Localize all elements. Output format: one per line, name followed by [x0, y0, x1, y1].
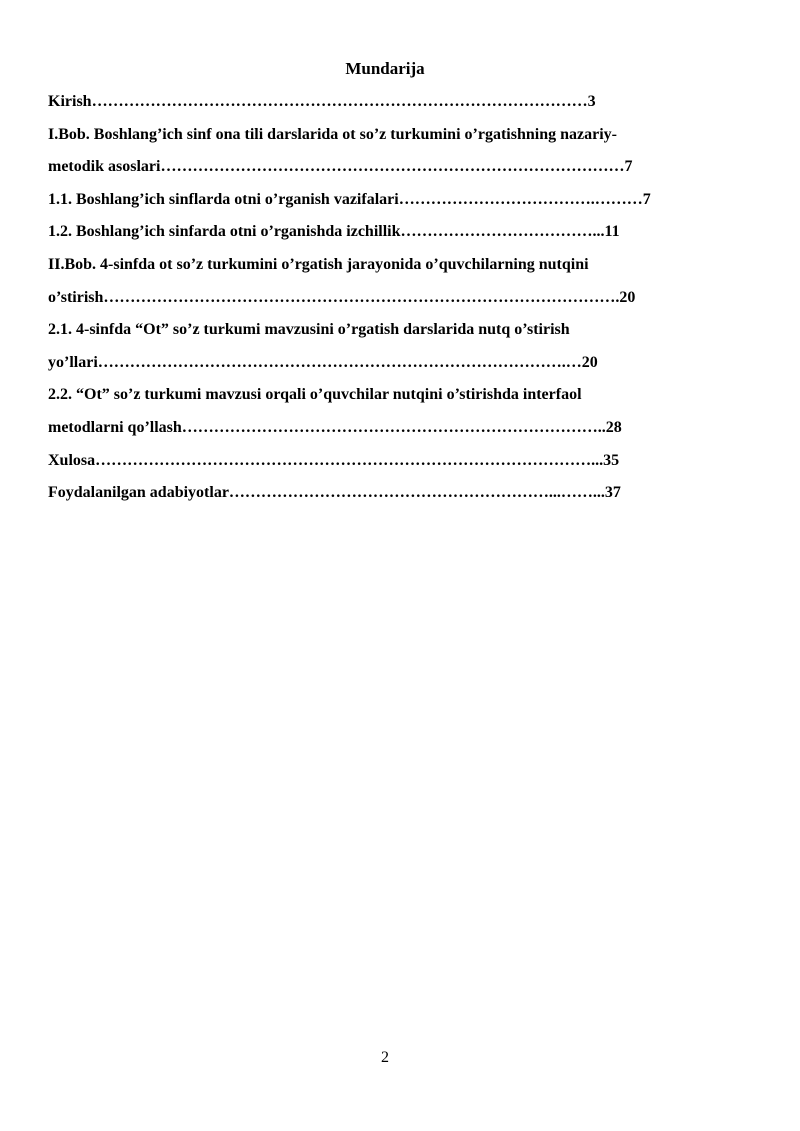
toc-entry-chapter-1-cont: metodik asoslari……………………………………………………………………………7	[48, 158, 633, 176]
toc-entry-kirish: Kirish…………………………………………………………………………………3	[48, 93, 596, 110]
toc-entry-adabiyotlar: Foydalanilgan adabiyotlar……………………………………………………...……...37	[48, 484, 621, 502]
toc-title: Mundarija	[345, 59, 425, 78]
toc-entry-section-1-1: 1.1. Boshlang’ich sinflarda otni o’rganish vazifalari……………………………….………7	[48, 190, 651, 208]
toc-entry-section-2-1: 2.1. 4-sinfda “Ot” so’z turkumi mavzusini o’rgatish darslarida nutq o’stirish	[48, 321, 570, 339]
page-number: 2	[381, 1049, 389, 1066]
toc-entry-section-2-1-cont: yo’llari…………………………………………………………………………….…20	[48, 353, 598, 371]
toc-entry-chapter-2-cont: o’stirish…………………………………………………………………………………….20	[48, 288, 636, 306]
toc-entry-section-2-2: 2.2. “Ot” so’z turkumi mavzusi orqali o’quvchilar nutqini o’stirishda interfaol	[48, 386, 582, 404]
toc-entry-xulosa: Xulosa…………………………………………………………………………………...35	[48, 451, 620, 469]
toc-entry-section-1-2: 1.2. Boshlang’ich sinfarda otni o’rganishda izchillik………………………………...11	[48, 223, 620, 241]
toc-entry-section-2-2-cont: metodlarni qo’llash……………………………………………………………………..28	[48, 418, 622, 436]
toc-entry-chapter-1: I.Bob. Boshlang’ich sinf ona tili darslarida ot so’z turkumini o’rgatishning nazariy-	[48, 125, 617, 143]
table-of-contents	[48, 89, 728, 513]
toc-entry-chapter-2: II.Bob. 4-sinfda ot so’z turkumini o’rgatish jarayonida o’quvchilarning nutqini	[48, 255, 589, 273]
